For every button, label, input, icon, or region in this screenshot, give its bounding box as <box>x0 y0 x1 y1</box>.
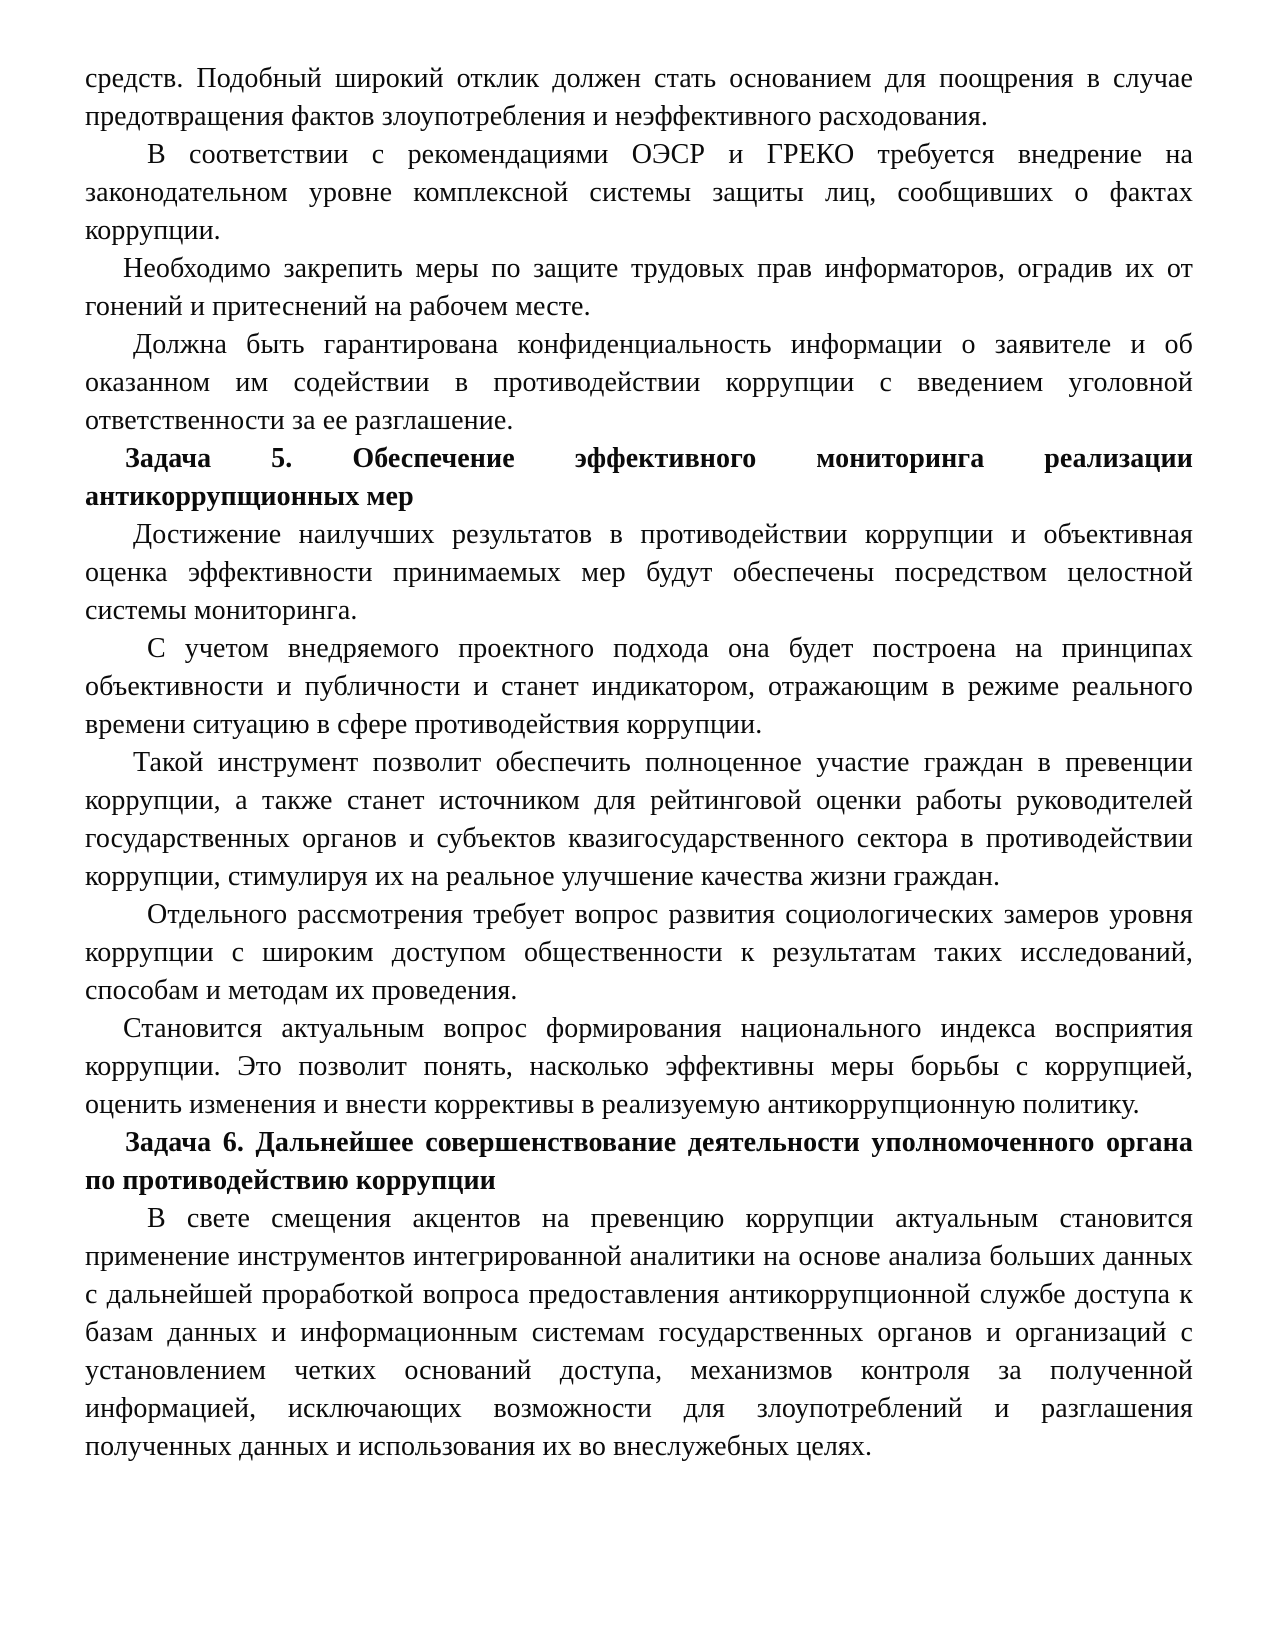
task-6-heading: Задача 6. Дальнейшее совершенствование деятельности уполномоченного органа по противодействию коррупции <box>85 1127 1193 1196</box>
paragraph: Отдельного рассмотрения требует вопрос развития социологических замеров уровня коррупции с широким доступом общественности к результатам таких исследований, способам и методам их проведения. <box>85 899 1193 1006</box>
paragraph: Необходимо закрепить меры по защите трудовых прав информаторов, оградив их от гонений и притеснений на рабочем месте. <box>85 253 1193 322</box>
document-text-block <box>85 60 1193 1466</box>
paragraph: Должна быть гарантирована конфиденциальность информации о заявителе и об оказанном им содействии в противодействии коррупции с введением уголовной ответственности за ее разглашение. <box>85 329 1193 436</box>
paragraph: В свете смещения акцентов на превенцию коррупции актуальным становится применение инструментов интегрированной аналитики на основе анализа больших данных с дальнейшей проработкой вопроса предоставления антикоррупционной службе доступа к базам данных и информационным системам государственных органов и организаций с установлением четких оснований доступа, механизмов контроля за полученной информацией, исключающих возможности для злоупотреблений и разглашения полученных данных и использования их во внеслужебных целях. <box>85 1203 1193 1462</box>
paragraph-continuation: средств. Подобный широкий отклик должен стать основанием для поощрения в случае предотвращения фактов злоупотребления и неэффективного расходования. <box>85 63 1193 132</box>
paragraph: С учетом внедряемого проектного подхода она будет построена на принципах объективности и публичности и станет индикатором, отражающим в режиме реального времени ситуацию в сфере противодействия коррупции. <box>85 633 1193 740</box>
paragraph: Становится актуальным вопрос формирования национального индекса восприятия коррупции. Это позволит понять, насколько эффективны меры борьбы с коррупцией, оценить изменения и внести коррективы в реализуемую антикоррупционную политику. <box>85 1013 1193 1120</box>
paragraph: Такой инструмент позволит обеспечить полноценное участие граждан в превенции коррупции, а также станет источником для рейтинговой оценки работы руководителей государственных органов и субъектов квазигосударственного сектора в противодействии коррупции, стимулируя их на реальное улучшение качества жизни граждан. <box>85 747 1193 892</box>
task-5-heading: Задача 5. Обеспечение эффективного мониторинга реализации антикоррупщионных мер <box>85 443 1193 512</box>
paragraph: В соответствии с рекомендациями ОЭСР и ГРЕКО требуется внедрение на законодательном уровне комплексной системы защиты лиц, сообщивших о фактах коррупции. <box>85 139 1193 246</box>
paragraph: Достижение наилучших результатов в противодействии коррупции и объективная оценка эффективности принимаемых мер будут обеспечены посредством целостной системы мониторинга. <box>85 519 1193 626</box>
